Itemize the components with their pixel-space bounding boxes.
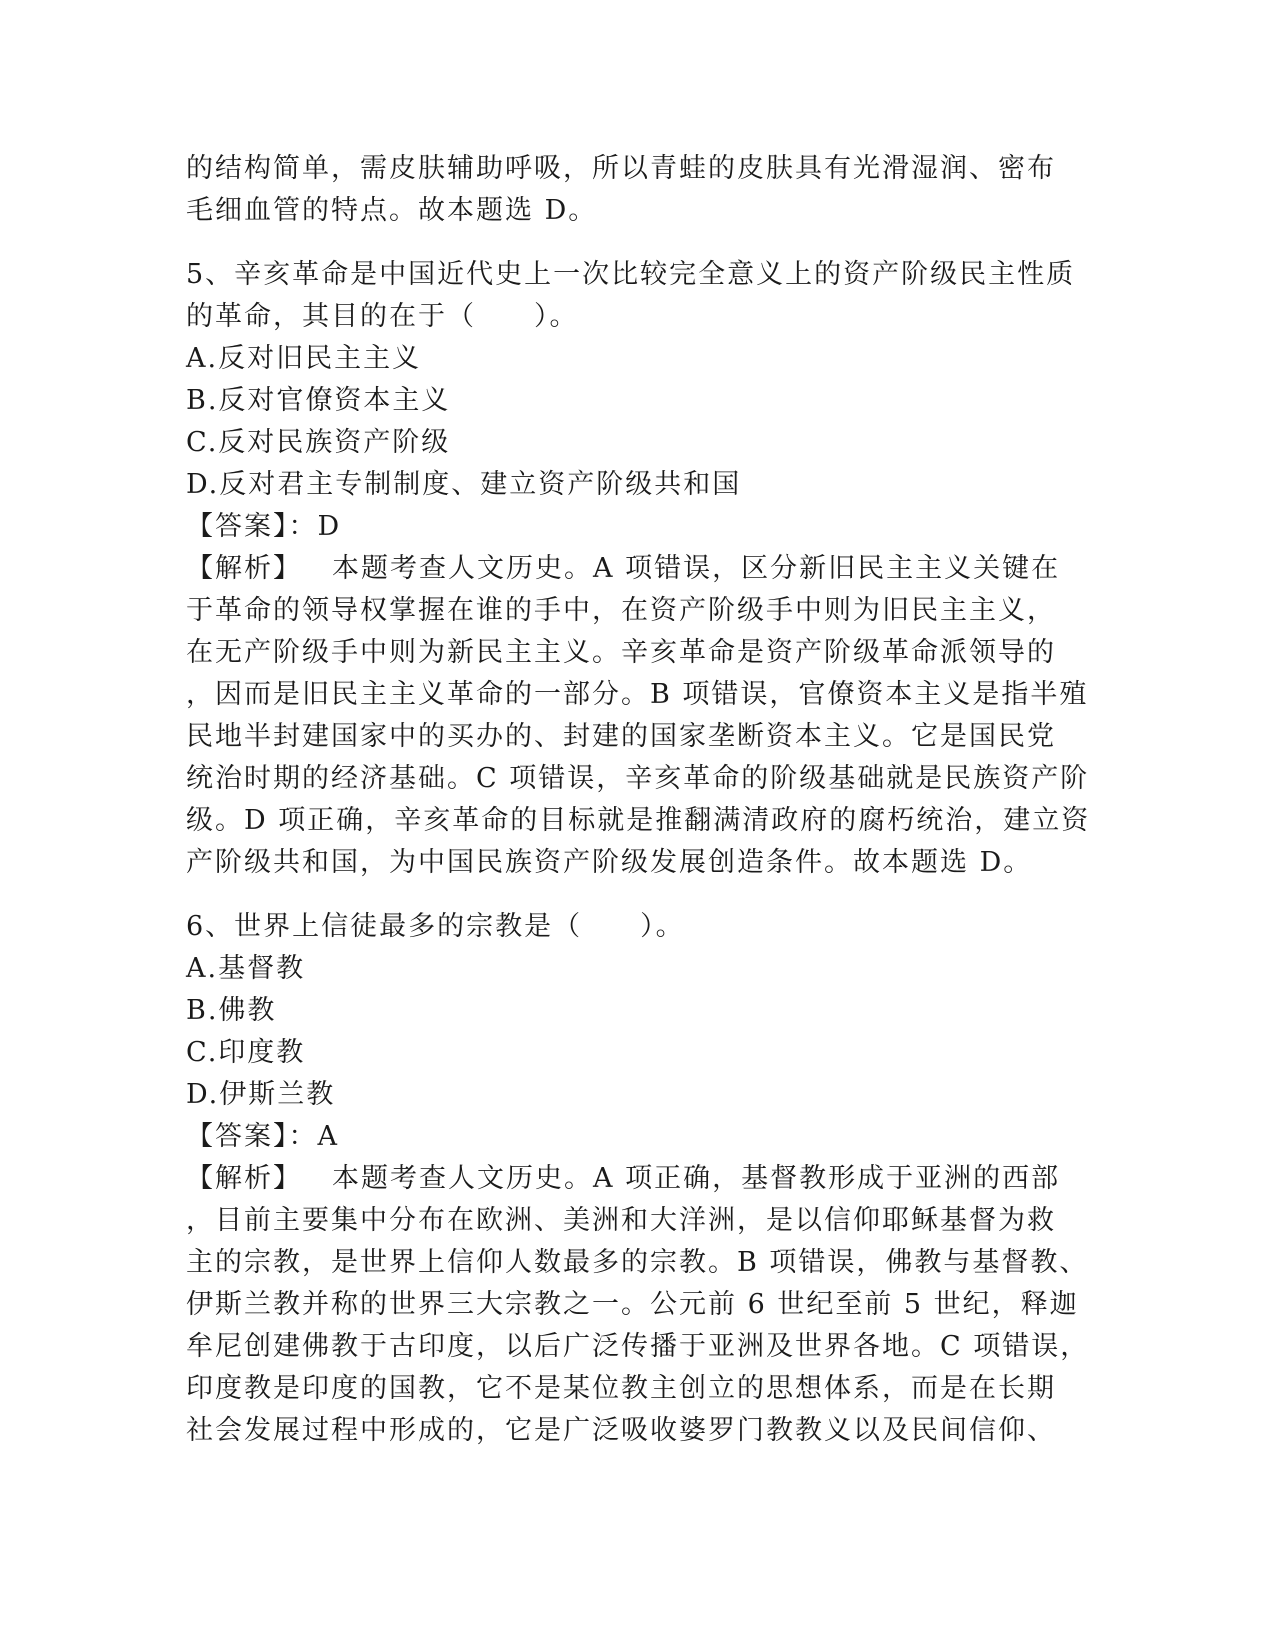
- analysis-label: 【解析】: [186, 1163, 302, 1194]
- question-stem-line: 的革命，其目的在于（ ）。: [186, 301, 579, 332]
- analysis-line: 于革命的领导权掌握在谁的手中，在资产阶级手中则为旧民主主义，: [186, 595, 1056, 626]
- option-a: A.反对旧民主主义: [186, 343, 422, 374]
- analysis-line: 主的宗教，是世界上信仰人数最多的宗教。B 项错误，佛教与基督教、: [186, 1247, 1089, 1278]
- analysis-line: ，目前主要集中分布在欧洲、美洲和大洋洲，是以信仰耶稣基督为救: [186, 1205, 1056, 1236]
- question-stem-line: 5、辛亥革命是中国近代史上一次比较完全意义上的资产阶级民主性质: [186, 259, 1076, 290]
- answer-value: A: [317, 1121, 339, 1152]
- analysis-line: 在无产阶级手中则为新民主主义。辛亥革命是资产阶级革命派领导的: [186, 637, 1056, 668]
- analysis-line: 统治时期的经济基础。C 项错误，辛亥革命的阶级基础就是民族资产阶: [186, 763, 1090, 794]
- option-c: C.印度教: [186, 1037, 306, 1068]
- answer-line: [186, 506, 1086, 548]
- analysis-text: 本题考查人文历史。A 项正确，基督教形成于亚洲的西部: [332, 1163, 1061, 1194]
- text-line: 毛细血管的特点。故本题选 D。: [186, 195, 598, 226]
- answer-label: 【答案】：: [186, 511, 318, 542]
- option-d: D.反对君主专制制度、建立资产阶级共和国: [186, 469, 742, 500]
- analysis-text: 本题考查人文历史。A 项错误，区分新旧民主主义关键在: [332, 553, 1061, 584]
- answer-value: D: [317, 511, 342, 542]
- analysis-line: 级。D 项正确，辛亥革命的目标就是推翻满清政府的腐朽统治，建立资: [186, 805, 1091, 836]
- analysis-line: 民地半封建国家中的买办的、封建的国家垄断资本主义。它是国民党: [186, 721, 1056, 752]
- text-line: 的结构简单，需皮肤辅助呼吸，所以青蛙的皮肤具有光滑湿润、密布: [186, 153, 1056, 184]
- carryover-paragraph: [186, 148, 1086, 232]
- option-b: B.反对官僚资本主义: [186, 385, 451, 416]
- analysis-line: 印度教是印度的国教，它不是某位教主创立的思想体系，而是在长期: [186, 1373, 1056, 1404]
- analysis-line: 伊斯兰教并称的世界三大宗教之一。公元前 6 世纪至前 5 世纪，释迦: [186, 1289, 1079, 1320]
- question-6: [186, 906, 1090, 1452]
- analysis-line: [186, 1158, 1086, 1200]
- question-5: [186, 254, 1091, 884]
- document-page: [186, 148, 1091, 1452]
- analysis-line: 牟尼创建佛教于古印度，以后广泛传播于亚洲及世界各地。C 项错误，: [186, 1331, 1090, 1362]
- answer-label: 【答案】：: [186, 1121, 318, 1152]
- option-a: A.基督教: [186, 953, 306, 984]
- analysis-label: 【解析】: [186, 553, 302, 584]
- option-c: C.反对民族资产阶级: [186, 427, 451, 458]
- answer-line: [186, 1116, 1086, 1158]
- analysis-line: 产阶级共和国，为中国民族资产阶级发展创造条件。故本题选 D。: [186, 847, 1033, 878]
- analysis-line: 社会发展过程中形成的，它是广泛吸收婆罗门教教义以及民间信仰、: [186, 1415, 1056, 1446]
- question-stem-line: 6、世界上信徒最多的宗教是（ ）。: [186, 911, 685, 942]
- analysis-line: ，因而是旧民主主义革命的一部分。B 项错误，官僚资本主义是指半殖: [186, 679, 1089, 710]
- analysis-line: [186, 548, 1086, 590]
- option-d: D.伊斯兰教: [186, 1079, 336, 1110]
- option-b: B.佛教: [186, 995, 277, 1026]
